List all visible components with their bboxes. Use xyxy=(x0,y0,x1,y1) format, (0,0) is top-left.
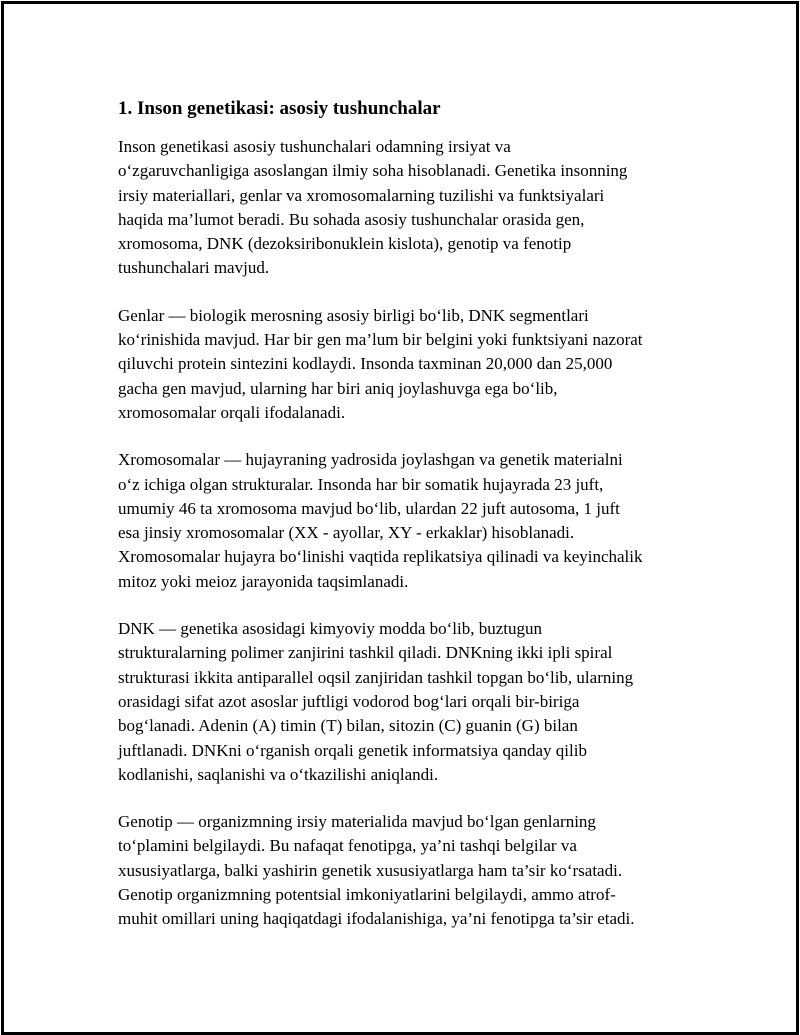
text-line: strukturalarning polimer zanjirini tashkil qiladi. DNKning ikki ipli spiral xyxy=(118,643,613,663)
document-body xyxy=(118,96,698,955)
text-line: xromosomalar orqali ifodalanadi. xyxy=(118,402,346,422)
section-heading: 1. Inson genetikasi: asosiy tushunchalar xyxy=(118,98,441,119)
text-line: Genlar — biologik merosning asosiy birligi bo‘lib, DNK segmentlari xyxy=(118,305,589,325)
text-line: qiluvchi protein sintezini kodlaydi. Insonda taxminan 20,000 dan 25,000 xyxy=(118,354,613,374)
text-line: Genotip organizmning potentsial imkoniyatlarini belgilaydi, ammo atrof- xyxy=(118,885,616,905)
paragraph-intro xyxy=(118,135,698,281)
text-line: haqida ma’lumot beradi. Bu sohada asosiy tushunchalar orasida gen, xyxy=(118,209,585,229)
text-line: o‘z ichiga olgan strukturalar. Insonda har bir somatik hujayrada 23 juft, xyxy=(118,474,604,494)
text-line: umumiy 46 ta xromosoma mavjud bo‘lib, ulardan 22 juft autosoma, 1 juft xyxy=(118,498,620,518)
text-line: gacha gen mavjud, ularning har biri aniq joylashuvga ega bo‘lib, xyxy=(118,378,558,398)
text-line: xromosoma, DNK (dezoksiribonuklein kislota), genotip va fenotip xyxy=(118,234,572,254)
text-line: muhit omillari uning haqiqatdagi ifodalanishiga, ya’ni fenotipga ta’sir etadi. xyxy=(118,909,635,929)
text-line: Xromosomalar — hujayraning yadrosida joylashgan va genetik materialni xyxy=(118,450,623,470)
paragraph-dna xyxy=(118,617,698,787)
text-line: tushunchalari mavjud. xyxy=(118,258,270,278)
text-line: mitoz yoki meioz jarayonida taqsimlanadi. xyxy=(118,571,409,591)
text-line: o‘zgaruvchanligiga asoslangan ilmiy soha hisoblanadi. Genetika insonning xyxy=(118,161,628,181)
paragraph-chromosomes xyxy=(118,448,698,594)
text-line: Xromosomalar hujayra bo‘linishi vaqtida replikatsiya qilinadi va keyinchalik xyxy=(118,547,643,567)
paragraph-genotype xyxy=(118,810,698,931)
text-line: DNK — genetika asosidagi kimyoviy modda bo‘lib, buztugun xyxy=(118,619,542,639)
text-line: juftlanadi. DNKni o‘rganish orqali genetik informatsiya qanday qilib xyxy=(118,740,587,760)
text-line: orasidagi sifat azot asoslar juftligi vodorod bog‘lari orqali bir-biriga xyxy=(118,691,580,711)
text-line: strukturasi ikkita antiparallel oqsil zanjiridan tashkil topgan bo‘lib, ularning xyxy=(118,667,634,687)
text-line: bog‘lanadi. Adenin (A) timin (T) bilan, sitozin (C) guanin (G) bilan xyxy=(118,716,578,736)
text-line: to‘plamini belgilaydi. Bu nafaqat fenotipga, ya’ni tashqi belgilar va xyxy=(118,836,577,856)
text-line: kodlanishi, saqlanishi va o‘tkazilishi aniqlandi. xyxy=(118,764,439,784)
document-page xyxy=(1,1,799,1035)
text-line: esa jinsiy xromosomalar (XX - ayollar, XY - erkaklar) hisoblanadi. xyxy=(118,523,575,543)
text-line: irsiy materiallari, genlar va xromosomalarning tuzilishi va funktsiyalari xyxy=(118,185,605,205)
paragraph-genes xyxy=(118,304,698,425)
text-line: Inson genetikasi asosiy tushunchalari odamning irsiyat va xyxy=(118,137,511,156)
text-line: xususiyatlarga, balki yashirin genetik xususiyatlarga ham ta’sir ko‘rsatadi. xyxy=(118,860,623,880)
text-line: ko‘rinishida mavjud. Har bir gen ma’lum bir belgini yoki funktsiyani nazorat xyxy=(118,330,643,350)
text-line: Genotip — organizmning irsiy materialida mavjud bo‘lgan genlarning xyxy=(118,812,596,832)
